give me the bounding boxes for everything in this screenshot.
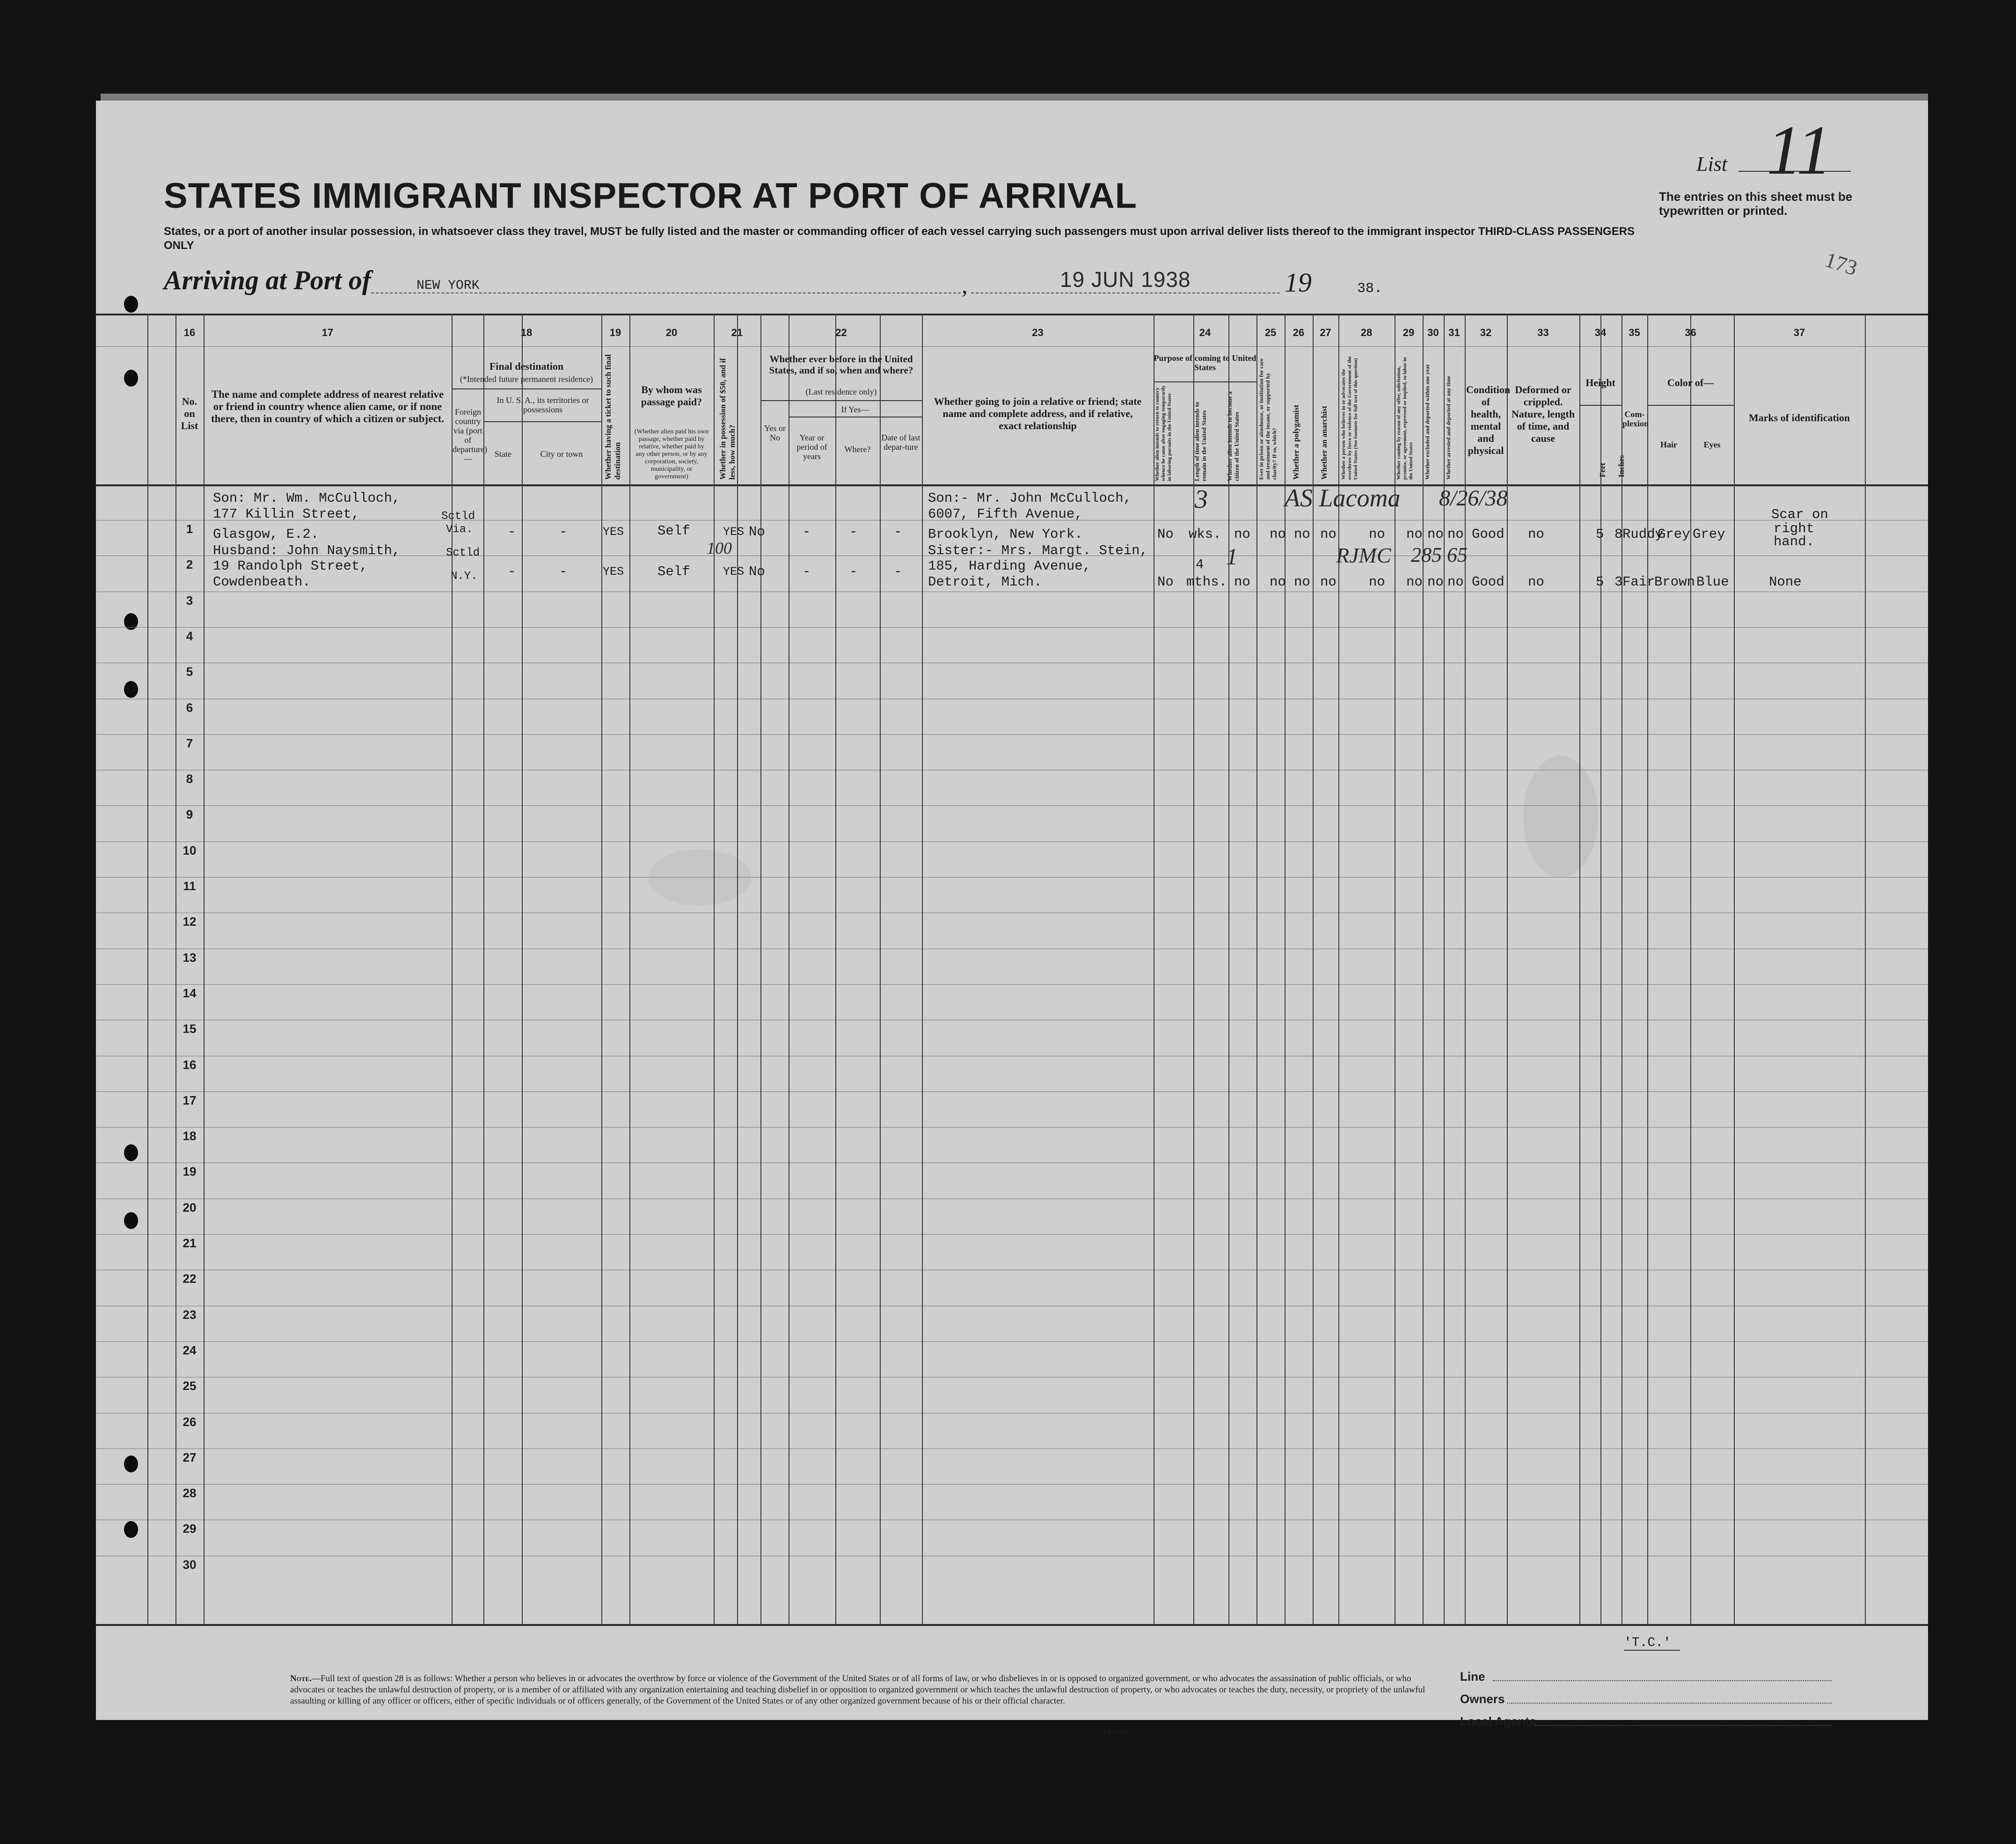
column-number: 28: [1360, 327, 1373, 338]
row-number: 20: [183, 1200, 197, 1215]
row1-purpose-citizen: no: [1234, 527, 1250, 542]
row1-marks-line1: Scar on: [1771, 507, 1828, 522]
row-number: 15: [183, 1022, 197, 1036]
column-line: [629, 314, 630, 1624]
punch-hole: [124, 296, 138, 313]
row2-feet: 5: [1596, 574, 1604, 590]
header-hair: Hair: [1660, 440, 1677, 449]
list-number: 11: [1767, 111, 1832, 189]
column-number: 18: [520, 327, 533, 338]
year-prefix: 19: [1285, 267, 1312, 298]
punch-hole: [124, 1521, 138, 1538]
row-number: 11: [183, 879, 196, 893]
column-line: [714, 314, 715, 1624]
row2-city: -: [559, 564, 568, 579]
handwritten-row1-weeks: 3: [1195, 485, 1208, 514]
row2-purpose-length: mths.: [1186, 574, 1227, 590]
header-departure-date: Date of last depar-ture: [881, 433, 920, 452]
row-line: [96, 1091, 1928, 1092]
row1-arrested: no: [1447, 527, 1464, 542]
row-number: 24: [183, 1343, 197, 1357]
column-line: [1423, 314, 1424, 1624]
header-subrule: [484, 421, 601, 422]
row-number: 27: [183, 1450, 197, 1464]
header-in-usa: In U. S. A., its territories or possessions: [497, 395, 589, 414]
handwritten-money-amount: 100: [707, 539, 732, 557]
header-nearest-relative: The name and complete address of nearest relative or friend in country whence alien came, or if none there, then in country of which a citizen or subject.: [211, 388, 445, 424]
row1-money: YES: [723, 525, 745, 539]
row-number: 26: [183, 1415, 197, 1429]
row2-ticket: YES: [603, 565, 624, 578]
header-city: City or town: [540, 449, 583, 459]
header-no-on-list: No. on List: [181, 395, 198, 432]
header-money: Whether in possession of $50, and if less, how much?: [718, 358, 737, 480]
row2-passage-paid: Self: [657, 564, 690, 579]
row1-where: -: [849, 524, 858, 540]
table-top-rule: [96, 314, 1928, 315]
row-line: [96, 877, 1928, 878]
handwritten-row1-annotation: AS Lacoma: [1285, 484, 1401, 512]
row1-hair: Grey: [1658, 527, 1690, 542]
row-number: 18: [183, 1129, 197, 1143]
row1-departure: -: [894, 524, 902, 540]
row2-join-line3: Detroit, Mich.: [928, 574, 1042, 590]
column-line: [522, 314, 523, 1624]
row2-deformed: no: [1528, 574, 1544, 590]
row1-years: -: [803, 524, 811, 540]
handwritten-row2-annotation: RJMC: [1336, 543, 1391, 567]
column-line: [601, 314, 602, 1624]
arrival-date-stamp: 19 JUN 1938: [1060, 267, 1191, 292]
row1-excluded: no: [1427, 527, 1444, 542]
row2-marks: None: [1769, 574, 1802, 590]
header-color-of: Color of—: [1667, 377, 1714, 388]
column-line: [760, 314, 761, 1624]
local-agents-label: Local Agents: [1460, 1714, 1536, 1728]
header-inches: Inches: [1617, 455, 1626, 477]
column-line: [204, 314, 205, 1624]
punch-hole: [124, 1456, 138, 1472]
row-number: 19: [183, 1164, 197, 1178]
row-line: [96, 984, 1928, 985]
column-number: 37: [1793, 327, 1805, 338]
row-number: 21: [183, 1236, 197, 1250]
row2-relative-line2: 19 Randolph Street,: [213, 558, 368, 574]
port-label: Arriving at Port of: [164, 265, 372, 295]
row-number: 6: [186, 701, 193, 715]
stamp-number: 173: [1822, 247, 1861, 280]
header-purpose-length: Length of time alien intends to remain in the United States: [1193, 402, 1207, 481]
header-passage-paid: By whom was passage paid?: [641, 384, 702, 408]
column-number: 21: [731, 327, 743, 338]
row2-eyes: Blue: [1696, 574, 1729, 590]
row-number: 28: [183, 1486, 197, 1500]
row1-foreign-via: Via.: [446, 523, 473, 536]
column-line: [737, 314, 738, 1624]
header-eyes: Eyes: [1703, 440, 1721, 449]
column-number: 22: [835, 327, 847, 338]
column-line: [835, 314, 836, 1624]
header-purpose-return: Whether alien intends to return to country whence he came after engaging temporarily in laboring pursuits in the United States: [1154, 385, 1172, 481]
page-title: STATES IMMIGRANT INSPECTOR AT PORT OF ARRIVAL: [164, 176, 1138, 216]
header-complexion: Com-plexion: [1622, 410, 1649, 428]
header-passage-paid-note: (Whether alien paid his own passage, whether paid by relative, whether paid by any other person, or by any corporation, society, municipality, or government): [634, 428, 709, 480]
header-arrested: Whether arrested and deported at any time: [1445, 375, 1452, 480]
footnote-label: Note.: [290, 1674, 312, 1683]
row-number: 23: [183, 1308, 197, 1322]
column-line: [483, 314, 484, 1624]
row2-money: YES: [723, 565, 745, 578]
row2-purpose-length-num: 4: [1196, 557, 1204, 572]
row1-marks-line2: right: [1774, 521, 1815, 536]
column-line: [1600, 314, 1601, 1624]
punch-hole: [124, 370, 138, 387]
header-years: Year or period of years: [796, 433, 827, 461]
header-overthrow: Whether a person who believes in or advocates the overthrow by force or violence of the Government of the United States (See footnote for full text of this question): [1341, 356, 1359, 480]
row1-polygamist: no: [1294, 527, 1310, 542]
column-number: 27: [1320, 327, 1331, 338]
row1-feet: 5: [1596, 527, 1604, 542]
row1-complexion: Ruddy: [1622, 527, 1664, 542]
row1-inches: 8: [1614, 527, 1623, 542]
row1-ever-before: No: [749, 524, 765, 540]
header-ever-before-note: (Last residence only): [805, 387, 877, 396]
header-yes-or-no: Yes or No: [764, 424, 786, 442]
row2-purpose-return: No: [1157, 574, 1174, 590]
manifest-sheet: [96, 101, 1928, 1736]
handwritten-row2-weeks: 1: [1226, 543, 1238, 570]
header-excluded: Whether excluded and deported within one year: [1424, 364, 1431, 480]
column-line: [1256, 314, 1257, 1624]
row2-anarchist: no: [1320, 574, 1337, 590]
row-number: 1: [186, 522, 193, 536]
row2-join-line2: 185, Harding Avenue,: [928, 558, 1091, 574]
header-subrule: [1579, 405, 1622, 406]
row-number: 16: [183, 1058, 197, 1072]
header-condition: Condition of health, mental and physical: [1466, 384, 1511, 456]
row1-marks-line3: hand.: [1774, 534, 1815, 549]
header-foreign-country: Foreign country via (port of departure)—: [453, 407, 487, 463]
row-number: 25: [183, 1379, 197, 1393]
row1-state: -: [508, 524, 516, 540]
row-line: [96, 1234, 1928, 1235]
row2-years: -: [803, 564, 811, 579]
header-final-destination-note: (*Intended future permanent residence): [460, 374, 593, 384]
column-number: 35: [1629, 327, 1640, 338]
row2-excluded: no: [1427, 574, 1444, 590]
punch-hole: [124, 1212, 138, 1229]
header-anarchist: Whether an anarchist: [1320, 405, 1329, 480]
header-purpose-citizen: Whether alien intends to become a citizen of the United States: [1226, 391, 1240, 481]
column-number: 33: [1537, 327, 1549, 338]
owners-field: [1507, 1703, 1832, 1704]
header-where: Where?: [844, 445, 871, 454]
header-marks: Marks of identification: [1748, 412, 1850, 424]
port-comma: ,: [962, 272, 968, 298]
row-number: 5: [186, 665, 193, 679]
tc-label: 'T.C.': [1624, 1636, 1671, 1650]
handwritten-row1-date: 8/26/38: [1439, 486, 1508, 511]
column-line: [1228, 314, 1229, 1624]
header-feet: Feet: [1598, 462, 1607, 477]
row-number: 17: [183, 1093, 197, 1107]
row1-relative-line1: Son: Mr. Wm. McCulloch,: [213, 490, 401, 506]
column-number: 30: [1427, 327, 1439, 338]
header-labor-offer: Whether coming by reason of any offer, solicitation, promise, or agreement, expressed or implied, to labor in the United States: [1396, 357, 1414, 480]
column-line: [1865, 314, 1866, 1624]
column-line: [1690, 314, 1691, 1624]
local-agents-field: [1535, 1725, 1832, 1726]
column-line: [1579, 314, 1580, 1624]
row-number: 10: [183, 843, 197, 857]
owners-label: Owners: [1460, 1692, 1505, 1706]
row2-overthrow: no: [1369, 574, 1385, 590]
row1-condition: Good: [1472, 527, 1505, 542]
punch-hole: [124, 681, 138, 698]
row-number: 30: [183, 1558, 197, 1572]
header-prison: Ever in prison or almshouse, or institution for care and treatment of the insane, or supported by charity? If so, which?: [1258, 358, 1278, 480]
column-line: [1647, 314, 1648, 1624]
row2-relative-line3: Cowdenbeath.: [213, 574, 311, 590]
line-field: [1493, 1680, 1832, 1681]
row1-labor: no: [1406, 527, 1423, 542]
header-ticket: Whether having a ticket to such final destination: [604, 354, 622, 480]
header-final-destination: Final destination: [489, 360, 564, 372]
paper-smudge: [1523, 756, 1598, 878]
row2-condition: Good: [1472, 574, 1505, 590]
row-line: [96, 1484, 1928, 1485]
column-number: 32: [1480, 327, 1492, 338]
row1-deformed: no: [1528, 527, 1544, 542]
column-number: 23: [1032, 327, 1044, 338]
row-line: [96, 1341, 1928, 1342]
row2-state-dash: -: [508, 564, 516, 579]
row-line: [96, 805, 1928, 806]
row-number: 3: [186, 593, 193, 607]
column-line: [1734, 314, 1735, 1624]
row-number: 13: [183, 951, 197, 965]
column-line: [880, 314, 881, 1624]
row-number: 29: [183, 1522, 197, 1536]
row1-passage-paid: Self: [657, 523, 690, 539]
column-line: [147, 314, 148, 1624]
form-code: 14—480: [1102, 1728, 1131, 1736]
header-height: Height: [1585, 377, 1615, 388]
page-subtitle: States, or a port of another insular possession, in whatsoever class they travel, MUST be fully listed and the master or commanding officer of each vessel carrying such passengers must upon arrival deliver lists thereof to the immigrant inspector THIRD-CLASS PASSENGERS ONLY: [164, 225, 1635, 252]
row1-eyes: Grey: [1693, 527, 1725, 542]
line-label: Line: [1460, 1669, 1485, 1683]
paper-smudge: [648, 849, 751, 906]
row1-relative-line2: 177 Killin Street,: [213, 506, 360, 522]
row2-state: N.Y.: [451, 570, 478, 583]
year-suffix: 38.: [1357, 281, 1383, 297]
row-number: 14: [183, 986, 197, 1000]
row2-polygamist: no: [1294, 574, 1310, 590]
row-number: 8: [186, 772, 193, 786]
header-ever-before: Whether ever before in the United States, and if so, when and where?: [769, 353, 913, 376]
row2-departure: -: [894, 564, 902, 579]
row-number: 7: [186, 736, 193, 750]
footnote-text: —Full text of question 28 is as follows: Whether a person who believes in or advocates the overthrow by force or violence of the Government of the United States or of all forms of law, or who disbelieves in or is opposed to organized government, or who advocates the assassination of public officials, or who advocates or teaches the unlawful destruction of property, or is a member of or affiliated with any organization entertaining and teaching disbelief in or opposition to organized government or which teaches the unlawful destruction of property, or who advocates or teaches the duty, necessity, or propriety of the unlawful assaulting or killing of any officer or officers, either of specific individuals or of officers generally, of the Government of the United States or of any other organized government because of his or their official character.: [290, 1674, 1425, 1706]
row2-ever-before: No: [749, 564, 765, 579]
row-number: 12: [183, 915, 197, 929]
row1-relative-line3: Glasgow, E.2.: [213, 527, 319, 542]
row1-ticket: YES: [603, 525, 624, 539]
handwritten-row2-code: 285 65: [1411, 543, 1468, 566]
row2-join-line1: Sister:- Mrs. Margt. Stein,: [928, 543, 1148, 558]
row-number: 2: [186, 557, 193, 571]
header-if-yes: If Yes—: [841, 405, 869, 414]
row1-prison: no: [1270, 527, 1286, 542]
header-subrule: [1647, 405, 1734, 406]
row2-prison: no: [1270, 574, 1286, 590]
row2-complexion: Fair: [1622, 574, 1655, 590]
column-line: [1193, 314, 1194, 1624]
row-number: 9: [186, 807, 193, 821]
row1-purpose-return: No: [1157, 527, 1174, 542]
port-name: NEW YORK: [416, 278, 480, 293]
column-number: 29: [1402, 327, 1415, 338]
header-deformed: Deformed or crippled. Nature, length of time, and cause: [1511, 384, 1575, 444]
tc-underline: [1624, 1650, 1680, 1651]
column-number: 20: [665, 327, 678, 338]
header-going-to-join: Whether going to join a relative or friend; state name and complete address, and if relative, exact relationship: [934, 395, 1142, 432]
header-state: State: [495, 449, 511, 459]
row2-purpose-citizen: no: [1234, 574, 1250, 590]
table-rule: [96, 346, 1928, 347]
row2-arrested: no: [1447, 574, 1464, 590]
column-number: 34: [1594, 327, 1607, 338]
column-number: 31: [1448, 327, 1460, 338]
row1-city: -: [559, 524, 568, 540]
column-line: [922, 314, 923, 1624]
column-number: 17: [321, 327, 334, 338]
row-number: 4: [186, 629, 193, 643]
punch-hole: [124, 1144, 138, 1161]
header-bottom-rule: [96, 484, 1928, 486]
row1-anarchist: no: [1320, 527, 1337, 542]
list-label: List: [1696, 153, 1728, 176]
row1-overthrow: no: [1369, 527, 1385, 542]
header-purpose: Purpose of coming to United States: [1154, 353, 1256, 372]
header-subrule: [1154, 381, 1256, 382]
row-line: [96, 627, 1928, 628]
column-number: 19: [609, 327, 621, 338]
row2-foreign-country: Sctld: [446, 547, 480, 559]
row2-hair: Brown: [1654, 574, 1695, 590]
column-number: 36: [1685, 327, 1696, 338]
row1-join-line2: 6007, Fifth Avenue,: [928, 506, 1083, 522]
header-subrule: [452, 388, 601, 389]
row2-inches: 3: [1614, 574, 1623, 590]
row-number: 22: [183, 1272, 197, 1286]
row1-join-line3: Brooklyn, New York.: [928, 527, 1083, 542]
row2-labor: no: [1406, 574, 1423, 590]
row2-relative-line1: Husband: John Naysmith,: [213, 543, 401, 558]
row1-purpose-length: wks.: [1189, 527, 1221, 542]
header-subrule: [760, 400, 922, 401]
list-note: The entries on this sheet must be typewritten or printed.: [1659, 190, 1853, 218]
column-number: 24: [1199, 327, 1211, 338]
row2-where: -: [849, 564, 858, 579]
footnote: [290, 1673, 1446, 1707]
row-line: [96, 734, 1928, 735]
column-number: 25: [1264, 327, 1277, 338]
column-number: 16: [183, 327, 196, 338]
row1-foreign-country: Sctld: [441, 510, 475, 523]
row1-join-line1: Son:- Mr. John McCulloch,: [928, 490, 1132, 506]
column-number: 26: [1293, 327, 1305, 338]
header-polygamist: Whether a polygamist: [1292, 404, 1300, 480]
